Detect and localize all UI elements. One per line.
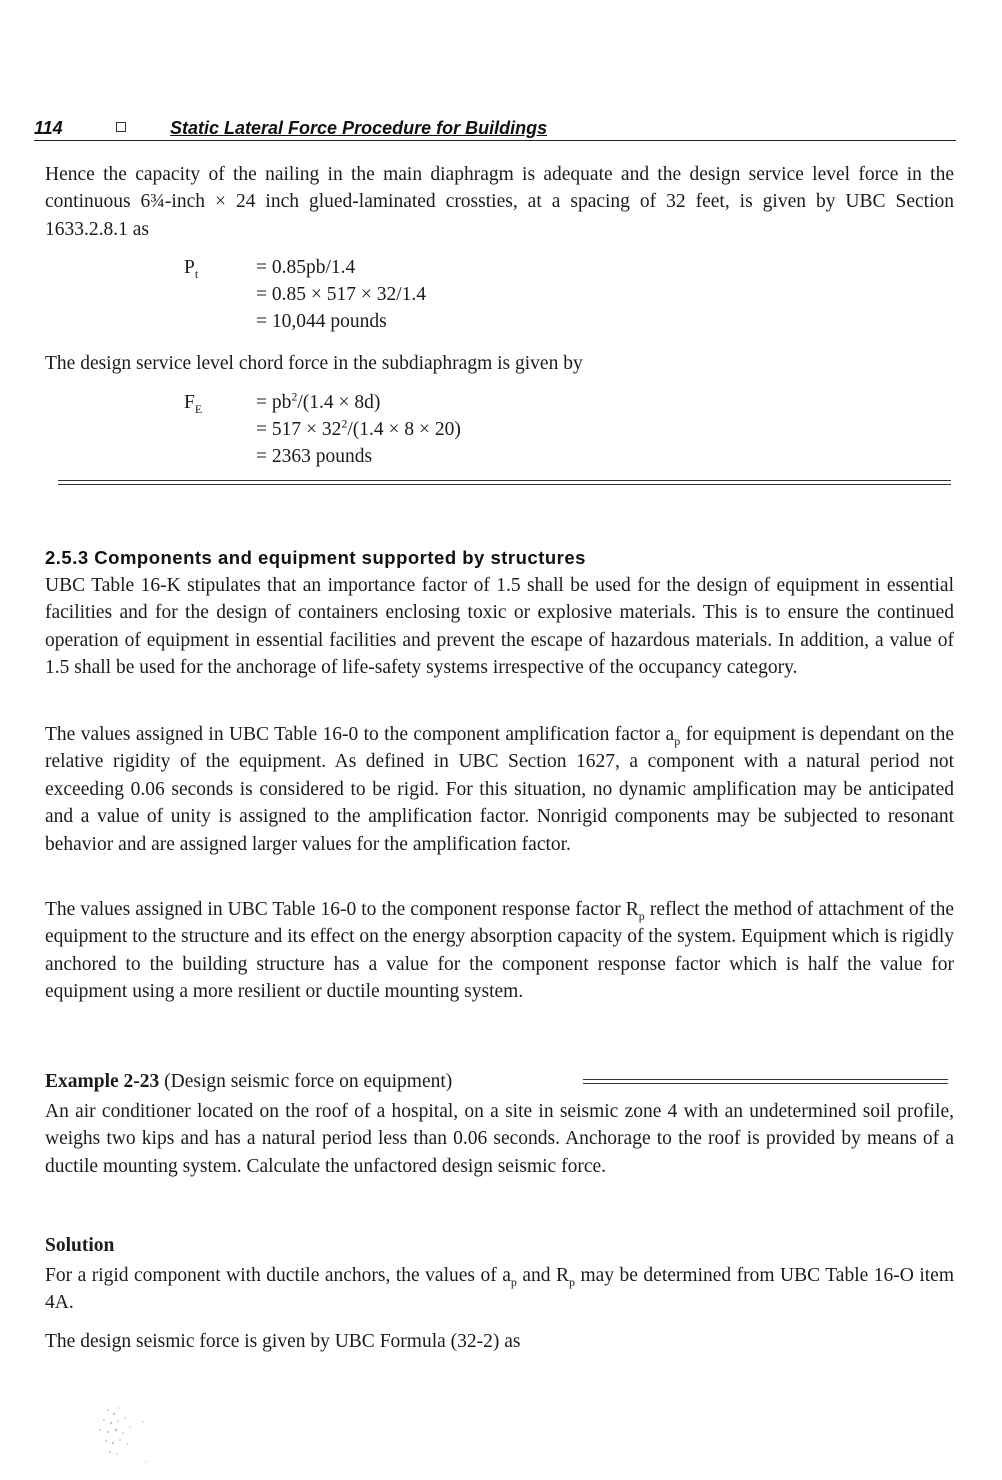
section-paragraph-2: The values assigned in UBC Table 16-0 to the component amplification factor $a_p$ for equipment is dependant on the relative rigidity of the equipment. As defined in UBC Section 1627, a component with a natural period not exceeding 0.06 seconds is considered to be rigid. For this situation, no dynamic amplification may be anticipated and a value of unity is assigned to the amplification factor. Nonrigid components may be subjected to resonant behavior and are assigned larger values for the amplification factor. — [45, 724, 954, 855]
solution-heading: Solution — [45, 1235, 115, 1256]
example-label: Example 2-23 — [45, 1071, 160, 1092]
solution-paragraph-1: For a rigid component with ductile anchors, the values of $a_p$ and $R_p$ may be determined from UBC Table 16-O item 4A. — [45, 1265, 954, 1314]
equation-pt-rhs-3: = 10,044 pounds — [256, 311, 387, 332]
equation-pt-rhs-1: = 0.85pb/1.4 — [256, 257, 356, 278]
equation-fe-rhs-2: = $517 \times 32^2/(1.4 \times 8 \times 20)$ — [256, 416, 461, 440]
page-number: 114 — [34, 118, 63, 138]
example-end-double-rule — [58, 480, 951, 485]
equation-fe-rhs-1: = $pb^2/(1.4 \times 8d)$ — [256, 389, 381, 413]
solution-paragraph-2: The design seismic force is given by UBC Formula (32-2) as — [45, 1331, 521, 1352]
section-heading: 2.5.3 Components and equipment supported by structures — [45, 547, 586, 568]
example-title — [45, 1071, 452, 1093]
section-paragraph-1: UBC Table 16-K stipulates that an importance factor of 1.5 shall be used for the design of equipment in essential facilities and for the design of containers enclosing toxic or explosive materials. This is to ensure the continued operation of equipment in essential facilities and prevent the escape of hazardous materials. In addition, a value of 1.5 shall be used for the anchorage of life-safety systems irrespective of the occupancy category. — [45, 575, 954, 679]
intro-paragraph: Hence the capacity of the nailing in the main diaphragm is adequate and the design service level force in the continuous 6¾-inch × 24 inch glued-laminated crossties, at a spacing of 32 feet, is given by UBC Section 1633.2.8.1 as — [45, 164, 954, 240]
example-body: An air conditioner located on the roof of a hospital, on a site in seismic zone 4 with an undetermined soil profile, weighs two kips and has a natural period less than 0.06 seconds. Anchorage to the roof is provided by means of a ductile mounting system. Calculate the unfactored design seismic force. — [45, 1101, 954, 1177]
example-subtitle: (Design seismic force on equipment) — [164, 1071, 453, 1092]
equation-fe-rhs-3: = 2363 pounds — [256, 446, 373, 467]
header-separator-box-icon — [116, 122, 126, 132]
chord-paragraph: The design service level chord force in the subdiaphragm is given by — [45, 353, 583, 374]
faded-stamp-mark — [88, 1396, 152, 1468]
section-paragraph-3: The values assigned in UBC Table 16-0 to the component response factor $R_p$ reflect the method of attachment of the equipment to the structure and its effect on the energy absorption capacity of the system. Equipment which is rigidly anchored to the building structure has a value for the component response factor which is half the value for equipment using a more resilient or ductile mounting system. — [45, 899, 955, 1003]
equation-pt-rhs-2: = 0.85 × 517 × 32/1.4 — [256, 284, 427, 305]
running-header — [34, 116, 956, 141]
header-title: Static Lateral Force Procedure for Buildings — [170, 118, 548, 138]
equation-fe-symbol: $F_E$ — [184, 392, 203, 416]
example-title-double-rule — [583, 1079, 948, 1084]
equation-pt-symbol: $P_t$ — [184, 257, 199, 281]
